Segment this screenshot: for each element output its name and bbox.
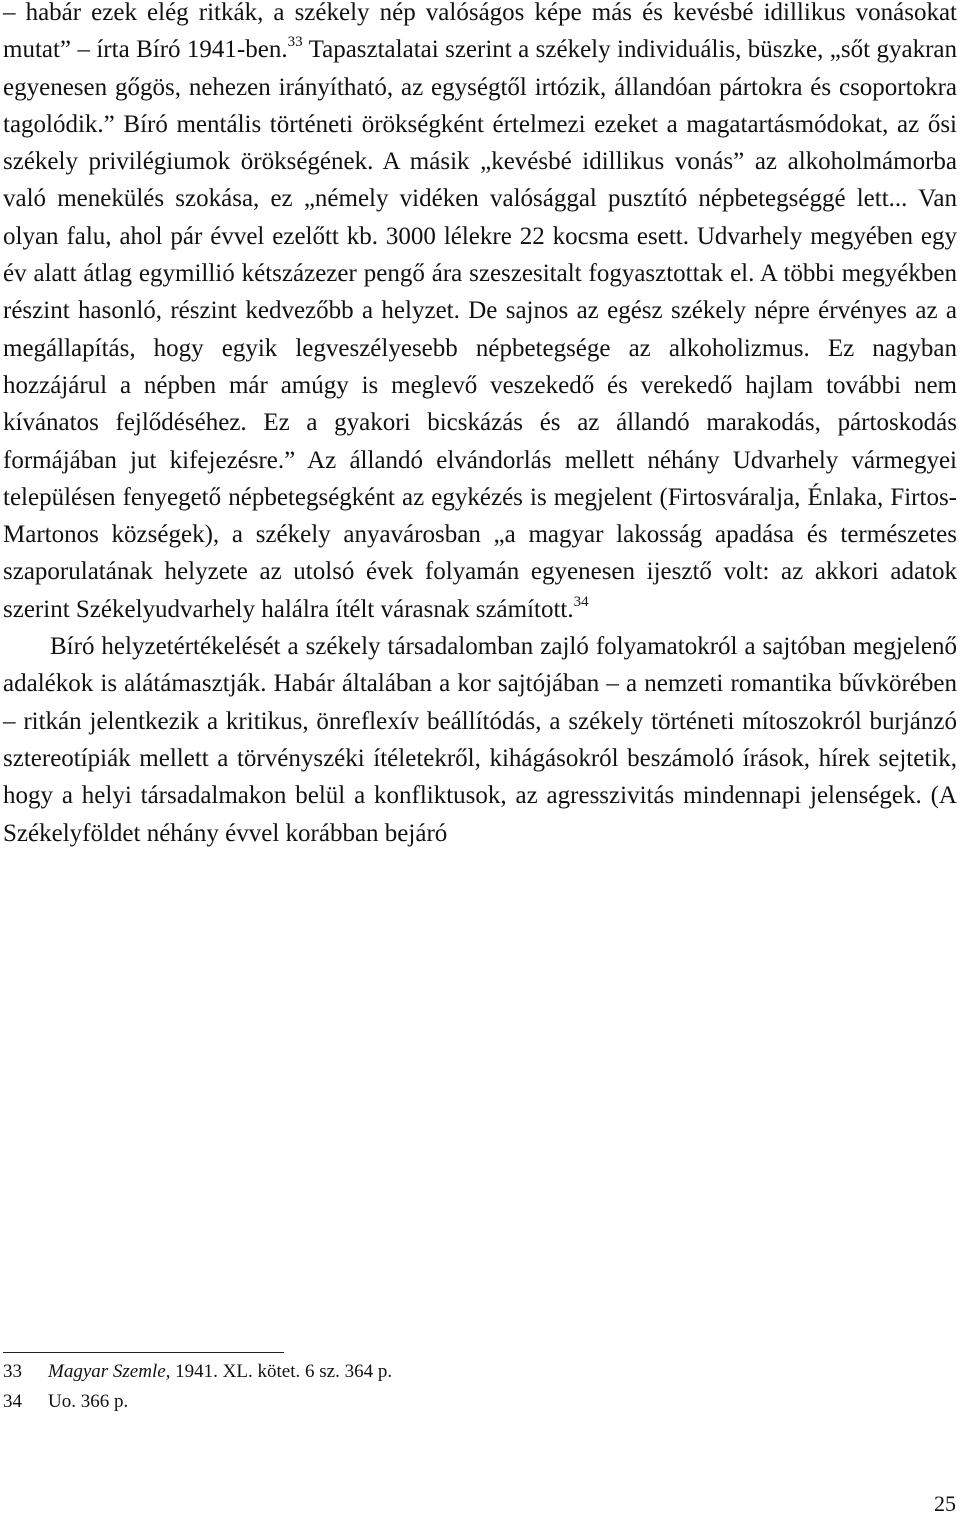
footnote-text	[48, 1357, 392, 1387]
footnote-separator	[3, 1352, 284, 1353]
paragraph-1-text: – habár ezek elég ritkák, a székely nép valóságos képe más és kevésbé idillikus vonásokat mutat” – írta Bíró 1941-ben.	[3, 0, 957, 64]
footnote-ref-33[interactable]: 33	[287, 34, 303, 51]
paragraph-1	[3, 0, 957, 628]
footnote-journal-title: Magyar Szemle,	[48, 1361, 171, 1382]
footnote-ref-34[interactable]: 34	[573, 593, 589, 610]
paragraph-2: Bíró helyzetértékelését a székely társadalomban zajló folyamatokról a sajtóban megjelenő adalékok is alátámasztják. Habár általában a kor sajtójában – a nemzeti romantika bűvkörében – ritkán jelentkezik a kritikus, önreflexív beállítódás, a székely történeti mítoszokról burjánzó sztereotípiák mellett a törvényszéki ítéletekről, kihágásokról beszámoló írások, hírek sejtetik, hogy a helyi társadalmakon belül a konfliktusok, az agresszivitás mindennapi jelenségek. (A Székelyföldet néhány évvel korábban bejáró	[3, 633, 957, 847]
paragraph-1-text-continued: Tapasztalatai szerint a székely individuális, büszke, „sőt gyakran egyenesen gőgös, nehezen irányítható, az egységtől irtózik, állandóan pártokra és csoportokra tagolódik.” Bíró mentális történeti örökségként értelmezi ezeket a magatartásmódokat, az ősi székely privilégiumok örökségének. A másik „kevésbé idillikus vonás” az alkoholmámorba való menekülés szokása, ez „némely vidéken valósággal pusztító népbetegséggé lett... Van olyan falu, ahol pár évvel ezelőtt kb. 3000 lélekre 22 kocsma esett. Udvarhely megyében egy év alatt átlag egymillió kétszázezer pengő ára szeszesitalt fogyasztottak el. A többi megyékben részint hasonló, részint kedvezőbb a helyzet. De sajnos az egész székely népre érvényes az a megállapítás, hogy egyik legveszélyesebb népbetegsége az alkoholizmus. Ez nagyban hozzájárul a népben már amúgy is meglevő veszekedő és verekedő hajlam további nem kívánatos fejlődéséhez. Ez a gyakori bicskázás és az állandó marakodás, pártoskodás formájában jut kifejezésre.” Az állandó elvándorlás mellett néhány Udvarhely vármegyei településen fenyegető népbetegségként az egykézés is megjelent (Firtosváralja, Énlaka, Firtos-Martonos községek), a székely anyavárosban „a magyar lakosság apadása és természetes szaporulatának helyzete az utolsó évek folyamán egyenesen ijesztő volt: az akkori adatok szerint Székelyudvarhely halálra ítélt várasnak számított.	[3, 36, 958, 623]
footnote-citation: Uo. 366 p.	[48, 1391, 129, 1412]
body-text	[3, 0, 957, 852]
footnotes	[3, 1357, 903, 1417]
footnote-citation: 1941. XL. kötet. 6 sz. 364 p.	[170, 1361, 393, 1382]
page-number: 25	[934, 1491, 956, 1516]
footnote-number: 33	[3, 1361, 22, 1382]
footnote-number: 34	[3, 1391, 22, 1412]
footnote-34	[3, 1387, 903, 1417]
footnote-33	[3, 1357, 903, 1387]
